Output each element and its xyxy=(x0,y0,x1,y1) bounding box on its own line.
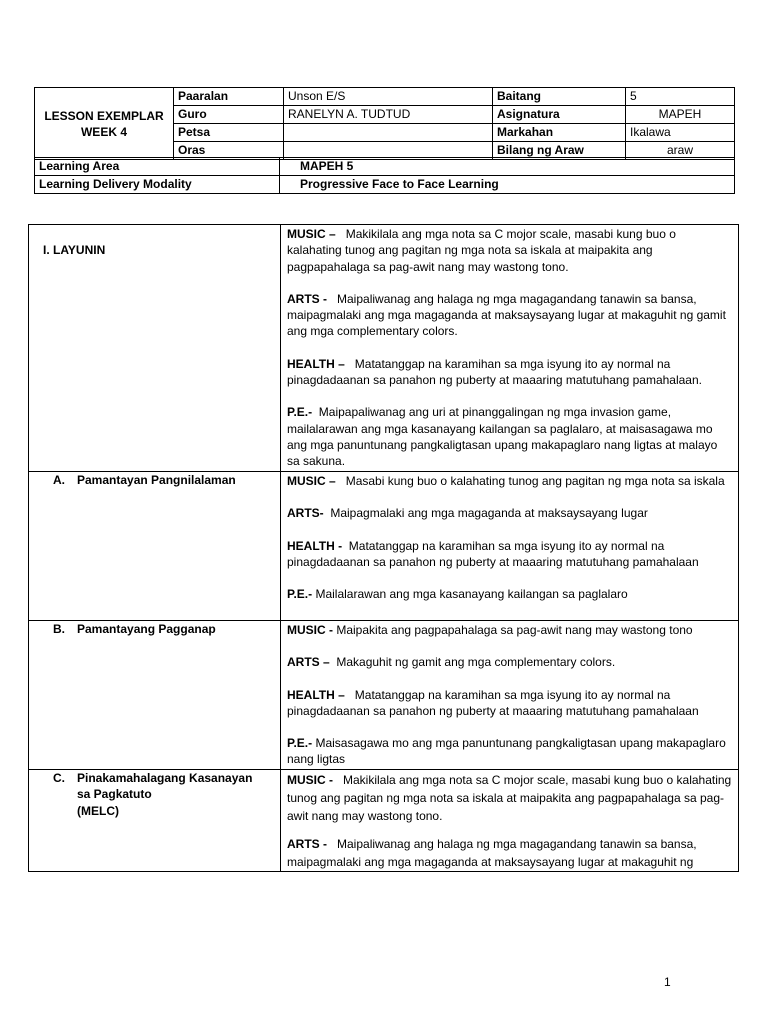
layunin-arts xyxy=(287,291,732,340)
text-music: Makikilala ang mga nota sa C mojor scale, masabi kung buo o kalahating tunog ang pagitan ng mga nota sa iskala at maipakita ang pagpapahalaga sa pag-awit nang may wastong tono. xyxy=(287,773,732,823)
text-music: Maipakita ang pagpapahalaga sa pag-awit nang may wastong tono xyxy=(336,623,693,637)
marker-b: B. xyxy=(53,622,65,636)
value-bilang-ng-araw: araw xyxy=(626,142,735,160)
learning-area-label: Learning Area xyxy=(35,158,280,176)
text-health: Matatanggap na karamihan sa mga isyung ito ay normal na pinagdadaanan sa panahon ng puberty at maaaring matutuhang pamahalaan. xyxy=(287,356,702,388)
melc-row xyxy=(29,770,739,872)
marker-a: A. xyxy=(53,473,65,487)
layunin-music xyxy=(287,226,732,275)
pg-arts xyxy=(287,654,732,670)
tag-music: MUSIC – xyxy=(287,227,336,241)
pn-health xyxy=(287,538,732,571)
label-asignatura: Asignatura xyxy=(493,106,626,124)
pn-arts xyxy=(287,505,732,521)
text-arts: Maipaliwanag ang halaga ng mga magagandang tanawin sa bansa, maipagmalaki ang mga magaganda at maksaysayang lugar at makaguhit ng xyxy=(287,837,697,869)
pamantayan-pangnilalaman-row xyxy=(29,472,739,621)
lesson-week: WEEK 4 xyxy=(80,124,127,139)
tag-health: HEALTH - xyxy=(287,538,343,553)
label-oras: Oras xyxy=(174,142,284,160)
tag-arts: ARTS - xyxy=(287,837,327,851)
tag-arts: ARTS - xyxy=(287,291,327,306)
modality-value: Progressive Face to Face Learning xyxy=(280,176,735,194)
pg-health xyxy=(287,687,732,720)
text-pe: Mailalarawan ang mga kasanayang kailangan sa paglalaro xyxy=(315,587,628,602)
pamantayang-pagganap-row xyxy=(29,621,739,770)
value-baitang: 5 xyxy=(626,88,735,106)
melc-label-line2: sa Pagkatuto xyxy=(77,787,152,802)
text-health: Matatanggap na karamihan sa mga isyung ito ay normal na pinagdadaanan sa panahon ng puberty at maaaring matutuhang pamahalaan xyxy=(287,687,699,718)
layunin-label: I. LAYUNIN xyxy=(29,225,281,472)
text-music: Makikilala ang mga nota sa C mojor scale, masabi kung buo o kalahating tunog ang pagitan ng mga nota sa iskala at maipakita ang pagpapahalaga sa pag-awit nang may wastong tono. xyxy=(287,227,676,274)
label-petsa: Petsa xyxy=(174,124,284,142)
objectives-table xyxy=(28,224,739,872)
tag-health: HEALTH – xyxy=(287,356,345,371)
header-table xyxy=(34,87,735,160)
layunin-content xyxy=(281,225,739,472)
lesson-title: LESSON EXEMPLAR xyxy=(44,108,164,123)
text-health: Matatanggap na karamihan sa mga isyung ito ay normal na pinagdadaanan sa panahon ng puberty at maaaring matutuhang pamahalaan xyxy=(287,538,699,569)
value-markahan: Ikalawa xyxy=(626,124,735,142)
layunin-row xyxy=(29,225,739,472)
melc-label-line3: (MELC) xyxy=(77,803,119,818)
text-pe: Maipapaliwanag ang uri at pinanggalingan ng mga invasion game, mailalarawan ang mga kasanayang kailangan sa paglalaro, at maisasagawa mo ang mga panuntunang pangkaligtasan upang makapaglaro nang ligtas at malayo sa sakuna. xyxy=(287,405,718,469)
label-guro: Guro xyxy=(174,106,284,124)
header-row-paaralan xyxy=(35,88,735,106)
tag-pe: P.E.- xyxy=(287,405,313,420)
melc-music xyxy=(287,771,732,825)
text-pe: Maisasagawa mo ang mga panuntunang pangkaligtasan upang makapaglaro nang ligtas xyxy=(287,736,726,767)
pamantayan-pangnilalaman-label: Pamantayan Pangnilalaman xyxy=(77,473,236,487)
tag-music: MUSIC – xyxy=(287,474,336,488)
text-music: Masabi kung buo o kalahating tunog ang pagitan ng mga nota sa iskala xyxy=(345,474,725,488)
label-baitang: Baitang xyxy=(493,88,626,106)
melc-label-cell xyxy=(29,770,281,872)
lesson-title-cell xyxy=(35,88,174,160)
layunin-health xyxy=(287,356,732,389)
pg-music xyxy=(287,622,732,638)
pamantayan-pangnilalaman-label-cell xyxy=(29,472,281,621)
text-arts: Makaguhit ng gamit ang mga complementary colors. xyxy=(336,655,616,670)
label-bilang-ng-araw: Bilang ng Araw xyxy=(493,142,626,160)
learning-area-value: MAPEH 5 xyxy=(280,158,735,176)
tag-pe: P.E.- xyxy=(287,587,313,602)
learning-area-row xyxy=(35,158,735,176)
text-arts: Maipagmalaki ang mga magaganda at maksaysayang lugar xyxy=(330,506,648,521)
tag-music: MUSIC - xyxy=(287,623,333,637)
label-markahan: Markahan xyxy=(493,124,626,142)
pamantayang-pagganap-label: Pamantayang Pagganap xyxy=(77,622,216,636)
melc-content xyxy=(281,770,739,872)
pn-pe xyxy=(287,586,732,602)
pamantayang-pagganap-label-cell xyxy=(29,621,281,770)
marker-c: C. xyxy=(53,771,65,785)
value-guro: RANELYN A. TUDTUD xyxy=(284,106,493,124)
melc-label-line1: Pinakamahalagang Kasanayan xyxy=(77,771,253,785)
tag-pe: P.E.- xyxy=(287,736,313,751)
pamantayang-pagganap-content xyxy=(281,621,739,770)
page-number: 1 xyxy=(664,975,671,989)
tag-music: MUSIC - xyxy=(287,773,333,787)
tag-health: HEALTH – xyxy=(287,687,345,702)
value-paaralan: Unson E/S xyxy=(284,88,493,106)
pamantayan-pangnilalaman-content xyxy=(281,472,739,621)
modality-row xyxy=(35,176,735,194)
layunin-pe xyxy=(287,404,732,469)
tag-arts: ARTS- xyxy=(287,506,324,521)
value-asignatura: MAPEH xyxy=(626,106,735,124)
text-arts: Maipaliwanag ang halaga ng mga magagandang tanawin sa bansa, maipagmalaki ang mga magaganda at maksaysayang lugar at makaguhit ng gamit ang mga complementary colors. xyxy=(287,291,726,339)
learning-area-table xyxy=(34,157,735,194)
melc-arts xyxy=(287,835,732,871)
pg-pe xyxy=(287,735,732,768)
label-paaralan: Paaralan xyxy=(174,88,284,106)
tag-arts: ARTS – xyxy=(287,655,330,670)
modality-label: Learning Delivery Modality xyxy=(35,176,280,194)
value-petsa xyxy=(284,124,493,142)
pn-music xyxy=(287,473,732,489)
